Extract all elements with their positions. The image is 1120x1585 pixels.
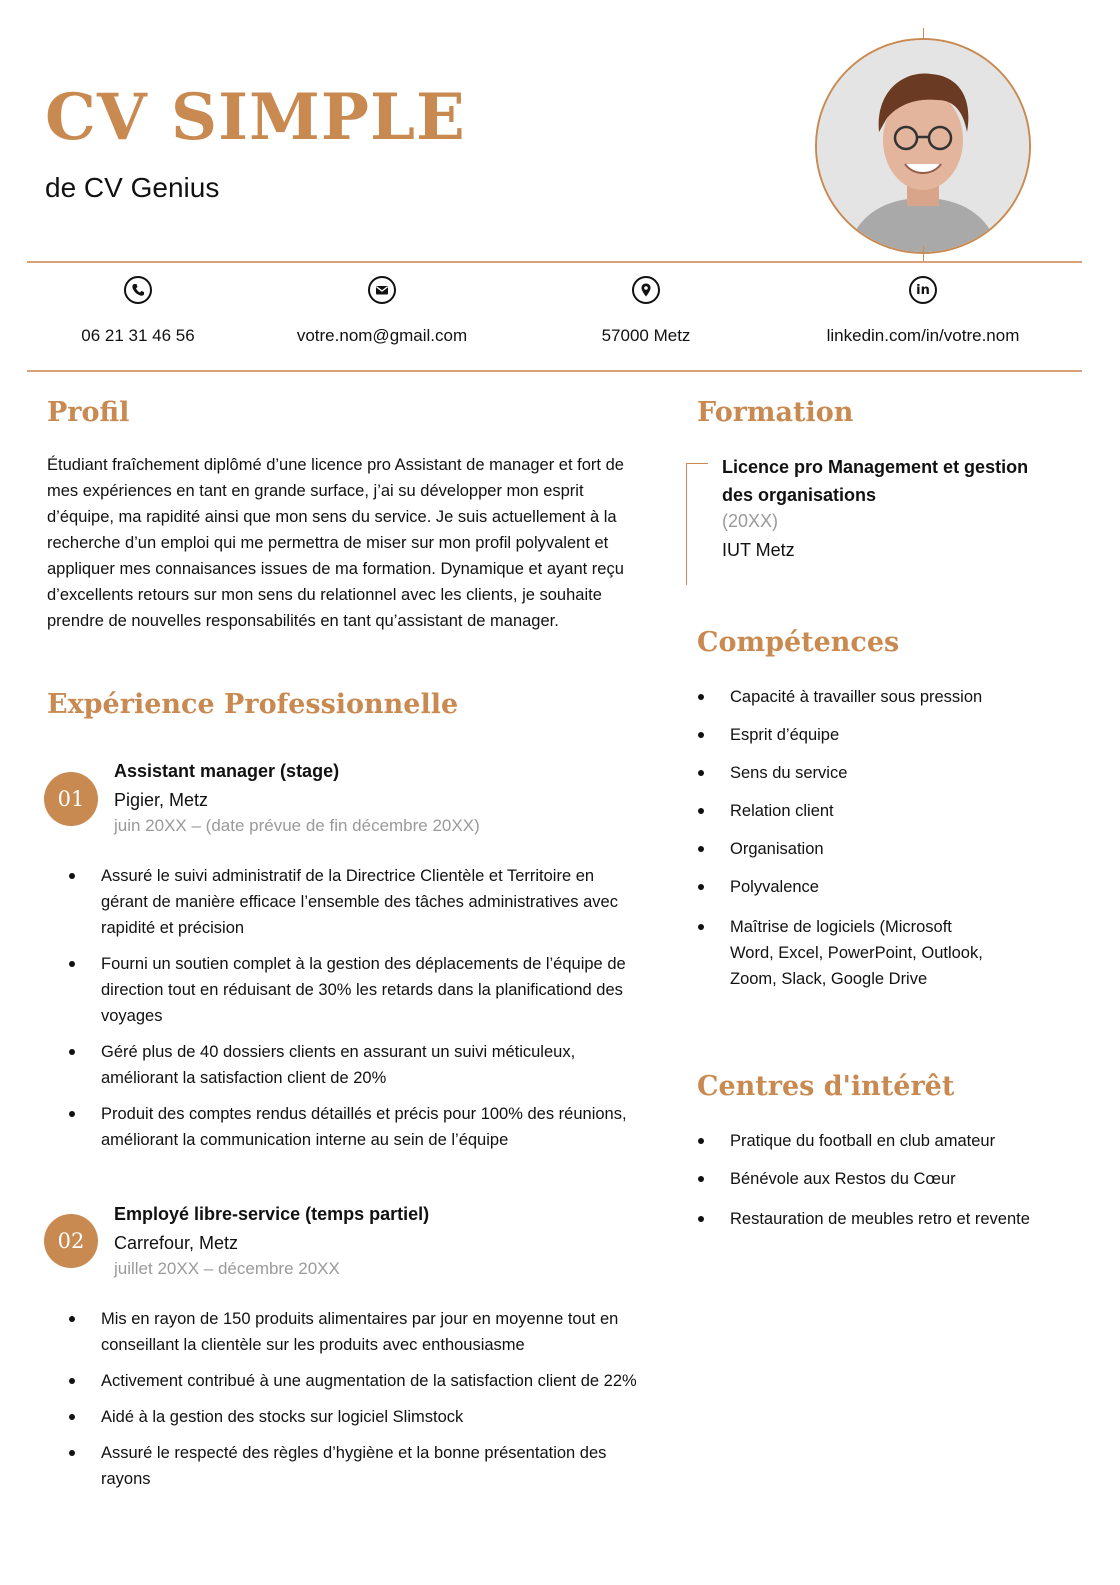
job-dates: juin 20XX – (date prévue de fin décembre 20XX) <box>114 816 480 835</box>
education-year: (20XX) <box>722 511 779 531</box>
profile-photo <box>815 38 1031 254</box>
education-bracket <box>686 463 708 585</box>
list-item: Assuré le respecté des règles d’hygiène et la bonne présentation des rayons <box>45 1440 645 1492</box>
list-item: Assuré le suivi administratif de la Directrice Clientèle et Territoire en gérant de manière efficace l’ensemble des tâches administratives avec rapidité et précision <box>45 863 645 941</box>
contact-location <box>516 276 776 346</box>
job-title: Assistant manager (stage) <box>114 761 340 781</box>
skills-heading: Compétences <box>697 627 900 658</box>
list-item: Organisation <box>697 836 997 862</box>
list-item: Mis en rayon de 150 produits alimentaires par jour en moyenne tout en conseillant la clientèle sur les produits avec enthousiasme <box>45 1306 645 1358</box>
job-company: Carrefour, Metz <box>114 1233 239 1253</box>
skills-list <box>697 684 997 992</box>
job-dates: juillet 20XX – décembre 20XX <box>114 1259 340 1278</box>
education-school: IUT Metz <box>722 540 795 560</box>
list-item: Produit des comptes rendus détaillés et précis pour 100% des réunions, améliorant la communication interne au sein de l’équipe <box>45 1101 645 1153</box>
list-item: Sens du service <box>697 760 997 786</box>
contact-email <box>252 276 512 346</box>
list-item: Maîtrise de logiciels (Microsoft Word, Excel, PowerPoint, Outlook, Zoom, Slack, Google Drive <box>697 914 997 992</box>
list-item: Bénévole aux Restos du Cœur <box>697 1166 1057 1192</box>
contact-text: votre.nom@gmail.com <box>296 326 468 345</box>
profile-text: Étudiant fraîchement diplômé d’une licence pro Assistant de manager et fort de mes expériences en tant en grande surface, j’ai su développer mon esprit d’équipe, ma rapidité ainsi que mon sens du service. Je suis actuellement à la recherche d’un emploi qui me permettra de miser sur mon profil polyvalent et appliquer mes connaisances issues de ma formation. Dynamique et ayant reçu d’excellents retours sur mon sens du relationnel avec les clients, je souhaite prendre de nouvelles responsabilités en tant qu’assistant de manager. <box>47 456 624 630</box>
job-bullets <box>45 1306 645 1492</box>
phone-icon <box>124 276 152 304</box>
interests-list <box>697 1128 1057 1232</box>
list-item: Capacité à travailler sous pression <box>697 684 997 710</box>
cv-subtitle: de CV Genius <box>45 172 220 203</box>
location-pin-icon <box>632 276 660 304</box>
header-divider-line <box>923 246 924 262</box>
list-item: Aidé à la gestion des stocks sur logiciel Slimstock <box>45 1404 645 1430</box>
contact-rule <box>27 370 1082 372</box>
list-item: Restauration de meubles retro et revente <box>697 1206 1057 1232</box>
list-item: Esprit d’équipe <box>697 722 997 748</box>
list-item: Polyvalence <box>697 874 997 900</box>
job-number-badge: 02 <box>44 1214 98 1268</box>
list-item: Relation client <box>697 798 997 824</box>
envelope-icon <box>368 276 396 304</box>
interests-heading: Centres d'intérêt <box>697 1071 955 1102</box>
job-company: Pigier, Metz <box>114 790 209 810</box>
linkedin-icon: in <box>909 276 937 304</box>
list-item: Pratique du football en club amateur <box>697 1128 1057 1154</box>
contact-phone <box>8 276 268 346</box>
job-bullets <box>45 863 645 1153</box>
header-rule <box>27 261 1082 263</box>
contact-linkedin <box>793 276 1053 346</box>
job-title: Employé libre-service (temps partiel) <box>114 1204 430 1224</box>
contact-text: 06 21 31 46 56 <box>81 326 195 345</box>
job-number-badge: 01 <box>44 772 98 826</box>
list-item: Géré plus de 40 dossiers clients en assurant un suivi méticuleux, améliorant la satisfaction client de 20% <box>45 1039 645 1091</box>
education-heading: Formation <box>697 397 854 428</box>
experience-heading: Expérience Professionnelle <box>47 689 459 720</box>
list-item: Fourni un soutien complet à la gestion des déplacements de l’équipe de direction tout en réduisant de 30% les retards dans la planificationd des voyages <box>45 951 645 1029</box>
contact-text: linkedin.com/in/votre.nom <box>826 326 1020 345</box>
list-item: Activement contribué à une augmentation de la satisfaction client de 22% <box>45 1368 645 1394</box>
education-degree: Licence pro Management et gestion des organisations <box>722 457 1029 505</box>
profile-heading: Profil <box>47 397 130 428</box>
cv-title: CV SIMPLE <box>45 80 466 155</box>
contact-text: 57000 Metz <box>601 326 691 345</box>
